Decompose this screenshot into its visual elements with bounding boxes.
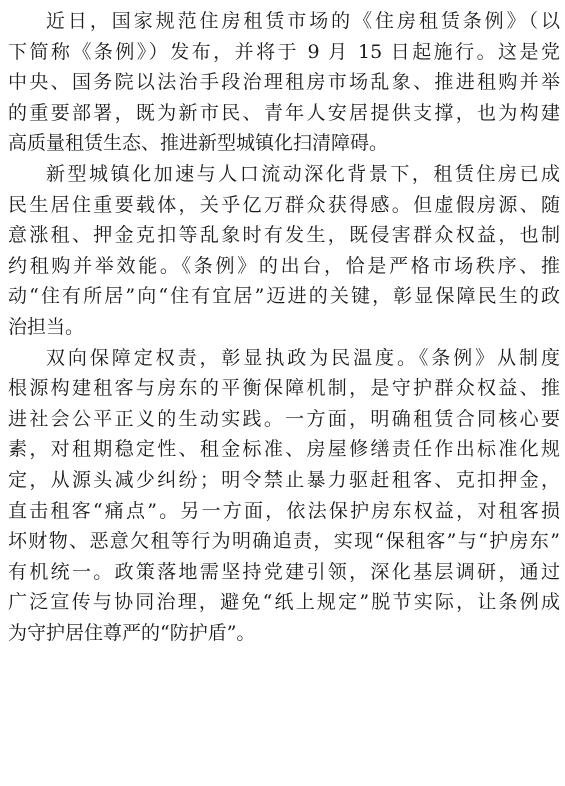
text-line: 治担当。 bbox=[8, 315, 85, 338]
text-line: 坏财物、恶意欠租等行为明确追责，实现“保租客”与“护房东” bbox=[8, 530, 560, 553]
text-line: 近日，国家规范住房租赁市场的《住房租赁条例》（以 bbox=[46, 10, 560, 32]
text-line: 的重要部署，既为新市民、青年人安居提供支撑，也为构建 bbox=[8, 101, 560, 124]
text-line: 有机统一。政策落地需坚持党建引领，深化基层调研，通过 bbox=[8, 560, 560, 583]
text-line: 约租购并举效能。《条例》的出台，恰是严格市场秩序、推 bbox=[8, 254, 560, 277]
text-line: 意涨租、押金克扣等乱象时有发生，既侵害群众权益，也制 bbox=[8, 224, 560, 247]
text-line: 新型城镇化加速与人口流动深化背景下，租赁住房已成 bbox=[46, 162, 560, 185]
text-line: 广泛宣传与协同治理，避免“纸上规定”脱节实际，让条例成 bbox=[8, 591, 560, 614]
text-line: 高质量租赁生态、推进新型城镇化扫清障碍。 bbox=[8, 132, 389, 155]
text-line: 民生居住重要载体，关乎亿万群众获得感。但虚假房源、随 bbox=[8, 193, 560, 216]
text-line: 素，对租期稳定性、租金标准、房屋修缮责任作出标准化规 bbox=[8, 438, 560, 461]
paragraph-2 bbox=[8, 159, 560, 343]
paragraph-3 bbox=[8, 343, 560, 649]
article-body bbox=[8, 6, 560, 648]
text-line: 为守护居住尊严的“防护盾”。 bbox=[8, 621, 256, 644]
text-line: 下简称《条例》）发布，并将于 9 月 15 日起施行。这是党 bbox=[8, 40, 560, 63]
text-line: 定，从源头减少纠纷；明令禁止暴力驱赶租客、克扣押金， bbox=[8, 468, 560, 491]
text-line: 进社会公平正义的生动实践。一方面，明确租赁合同核心要 bbox=[8, 407, 560, 430]
text-line: 双向保障定权责，彰显执政为民温度。《条例》从制度 bbox=[46, 346, 560, 369]
text-line: 直击租客“痛点”。另一方面，依法保护房东权益，对租客损 bbox=[8, 499, 560, 522]
paragraph-1 bbox=[8, 6, 560, 159]
text-line: 中央、国务院以法治手段治理租房市场乱象、推进租购并举 bbox=[8, 71, 560, 94]
text-line: 根源构建租客与房东的平衡保障机制，是守护群众权益、推 bbox=[8, 377, 560, 400]
text-line: 动“住有所居”向“住有宜居”迈进的关键，彰显保障民生的政 bbox=[8, 285, 560, 308]
